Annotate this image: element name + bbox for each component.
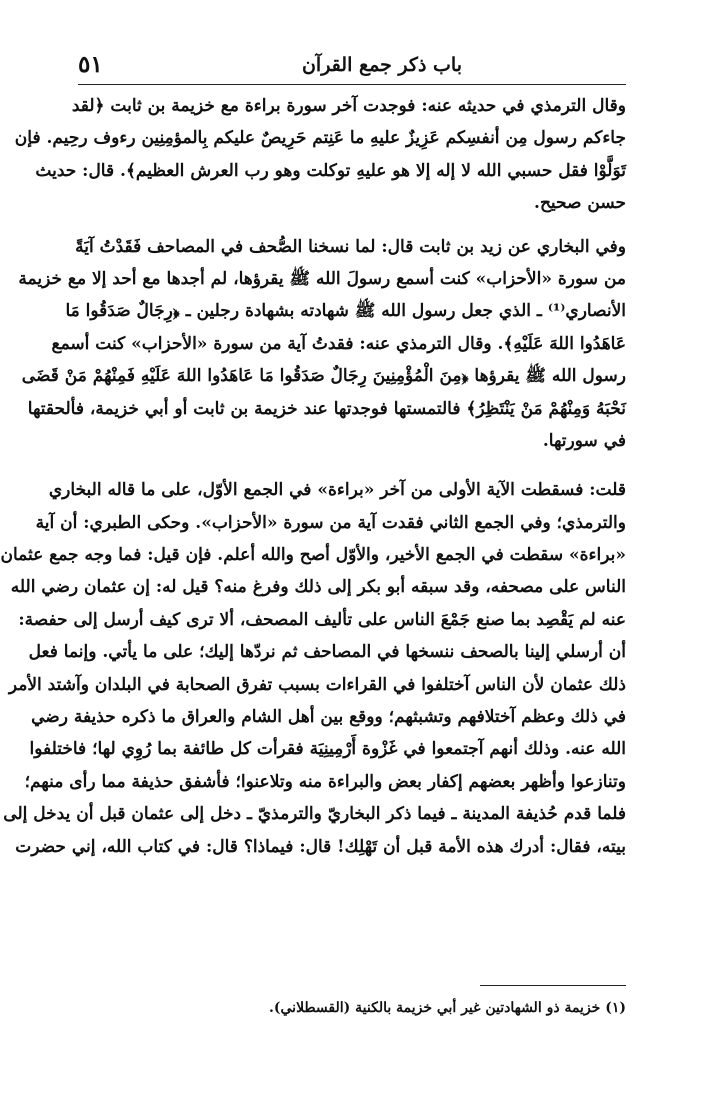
text-line: أن أرسلي إلينا بالصحف ننسخها في المصاحف ثم نردّها إليك؛ على ما يأتي. وإنما فعل xyxy=(28,642,626,663)
text-line: جاءكم رسول مِن أنفسِكم عَزِيزٌ عليهِ ما عَنِتم حَرِيصٌ عليكم بِالمؤمِنِين رءوف رحِيم. فإن xyxy=(14,128,626,149)
text-line: وفي البخاري عن زيد بن ثابت قال: لما نسخنا الصُّحف في المصاحف فَقَدْتُ آيَةً xyxy=(75,236,626,257)
text-line: في ذلك وعظم آختلافهم وتشبثهم؛ ووقع بين أهل الشام والعراق ما ذكره حذيفة رضي xyxy=(31,707,626,728)
text-line: في سورتها. xyxy=(542,430,626,451)
text-line: حسن صحيح. xyxy=(534,193,626,214)
text-line: تَوَلَّوْا فقل حسبي الله لا إله إلا هو عليهِ توكلت وهو رب العرش العظيم﴾. قال: حديث xyxy=(35,160,626,181)
text-line: وقال الترمذي في حديثه عنه: فوجدت آخر سورة براءة مع خزيمة بن ثابت ﴿لقد xyxy=(71,96,626,116)
text-line: من سورة «الأحزاب» كنت أسمع رسولَ الله ﷺ يقرؤها، لم أجدها مع أحد إلا مع خزيمة xyxy=(18,268,626,289)
page-header xyxy=(0,40,703,80)
text-line: والترمذي؛ وفي الجمع الثاني فقدت آية من سورة «الأحزاب». وحكى الطبري: أن آية xyxy=(35,512,626,533)
text-line: الأنصاري⁽¹⁾ ـ الذي جعل رسول الله ﷺ شهادته بشهادة رجلين ـ ﴿رِجَالٌ صَدَقُوا مَا xyxy=(65,301,626,322)
footnote: (١) خزيمة ذو الشهادتين غير أبي خزيمة بالكنية (القسطلاني). xyxy=(269,1000,626,1016)
text-line: نَحْبَهُ وَمِنْهُمْ مَنْ يَنْتَظِرُ﴾ فالتمستها فوجدتها عند خزيمة بن ثابت أو أبي خزيمة، فألحقتها xyxy=(27,398,626,419)
text-line: عنه لم يَقْصِد بما صنع جَمْعَ الناس على تأليف المصحف، ألا ترى كيف أرسل إلى حفصة: xyxy=(18,609,626,630)
text-line: بيته، فقال: أدرك هذه الأمة قبل أن تَهْلِك! قال: فيماذا؟ قال: في كتاب الله، إني حضرت xyxy=(15,836,626,857)
text-line: قلت: فسقطت الآية الأولى من آخر «براءة» في الجمع الأوّل، على ما قاله البخاري xyxy=(48,480,626,501)
page-number: ٥١ xyxy=(78,51,103,78)
text-line: الله عنه. وذلك أنهم آجتمعوا في غَزْوة أَرْمِينِيَة فقرأت كل طائفة بما رُوِي لها؛ فاختلفوا xyxy=(29,739,626,760)
text-line: وتنازعوا وأظهر بعضهم إكفار بعض والبراءة منه وتلاعنوا؛ فأشفق حذيفة مما رأى منهم؛ xyxy=(24,771,626,792)
body-text xyxy=(0,90,626,863)
header-rule xyxy=(78,84,626,85)
text-line: ذلك عثمان لأن الناس آختلفوا في القراءات بسبب تفرق الصحابة في البلدان وآشتد الأمر xyxy=(8,674,626,695)
running-title: باب ذكر جمع القرآن xyxy=(301,54,463,76)
text-line: فلما قدم حُذيفة المدينة ـ فيما ذكر البخاريّ والترمذيّ ـ دخل إلى عثمان قبل أن يدخل إلى xyxy=(3,804,626,825)
text-line: عَاهَدُوا اللهَ عَلَيْهِ﴾. وقال الترمذي عنه: فقدتُ آية من سورة «الأحزاب» كنت أسمع xyxy=(51,333,626,354)
footnote-rule xyxy=(480,985,626,986)
text-line: رسول الله ﷺ يقرؤها ﴿مِنَ الْمُؤْمِنِينَ رِجَالٌ صَدَقُوا مَا عَاهَدُوا اللهَ عَلَيْهِ فَمِنْهُمْ مَنْ قَضَى xyxy=(21,366,626,387)
text-line: الناس على مصحفه، وقد سبقه أبو بكر إلى ذلك وفرغ منه؟ قيل له: إن عثمان رضي الله xyxy=(10,577,626,598)
text-line: «براءة» سقطت في الجمع الأخير، والأوّل أصح والله أعلم. فإن قيل: فما وجه جمع عثمان xyxy=(0,545,626,566)
